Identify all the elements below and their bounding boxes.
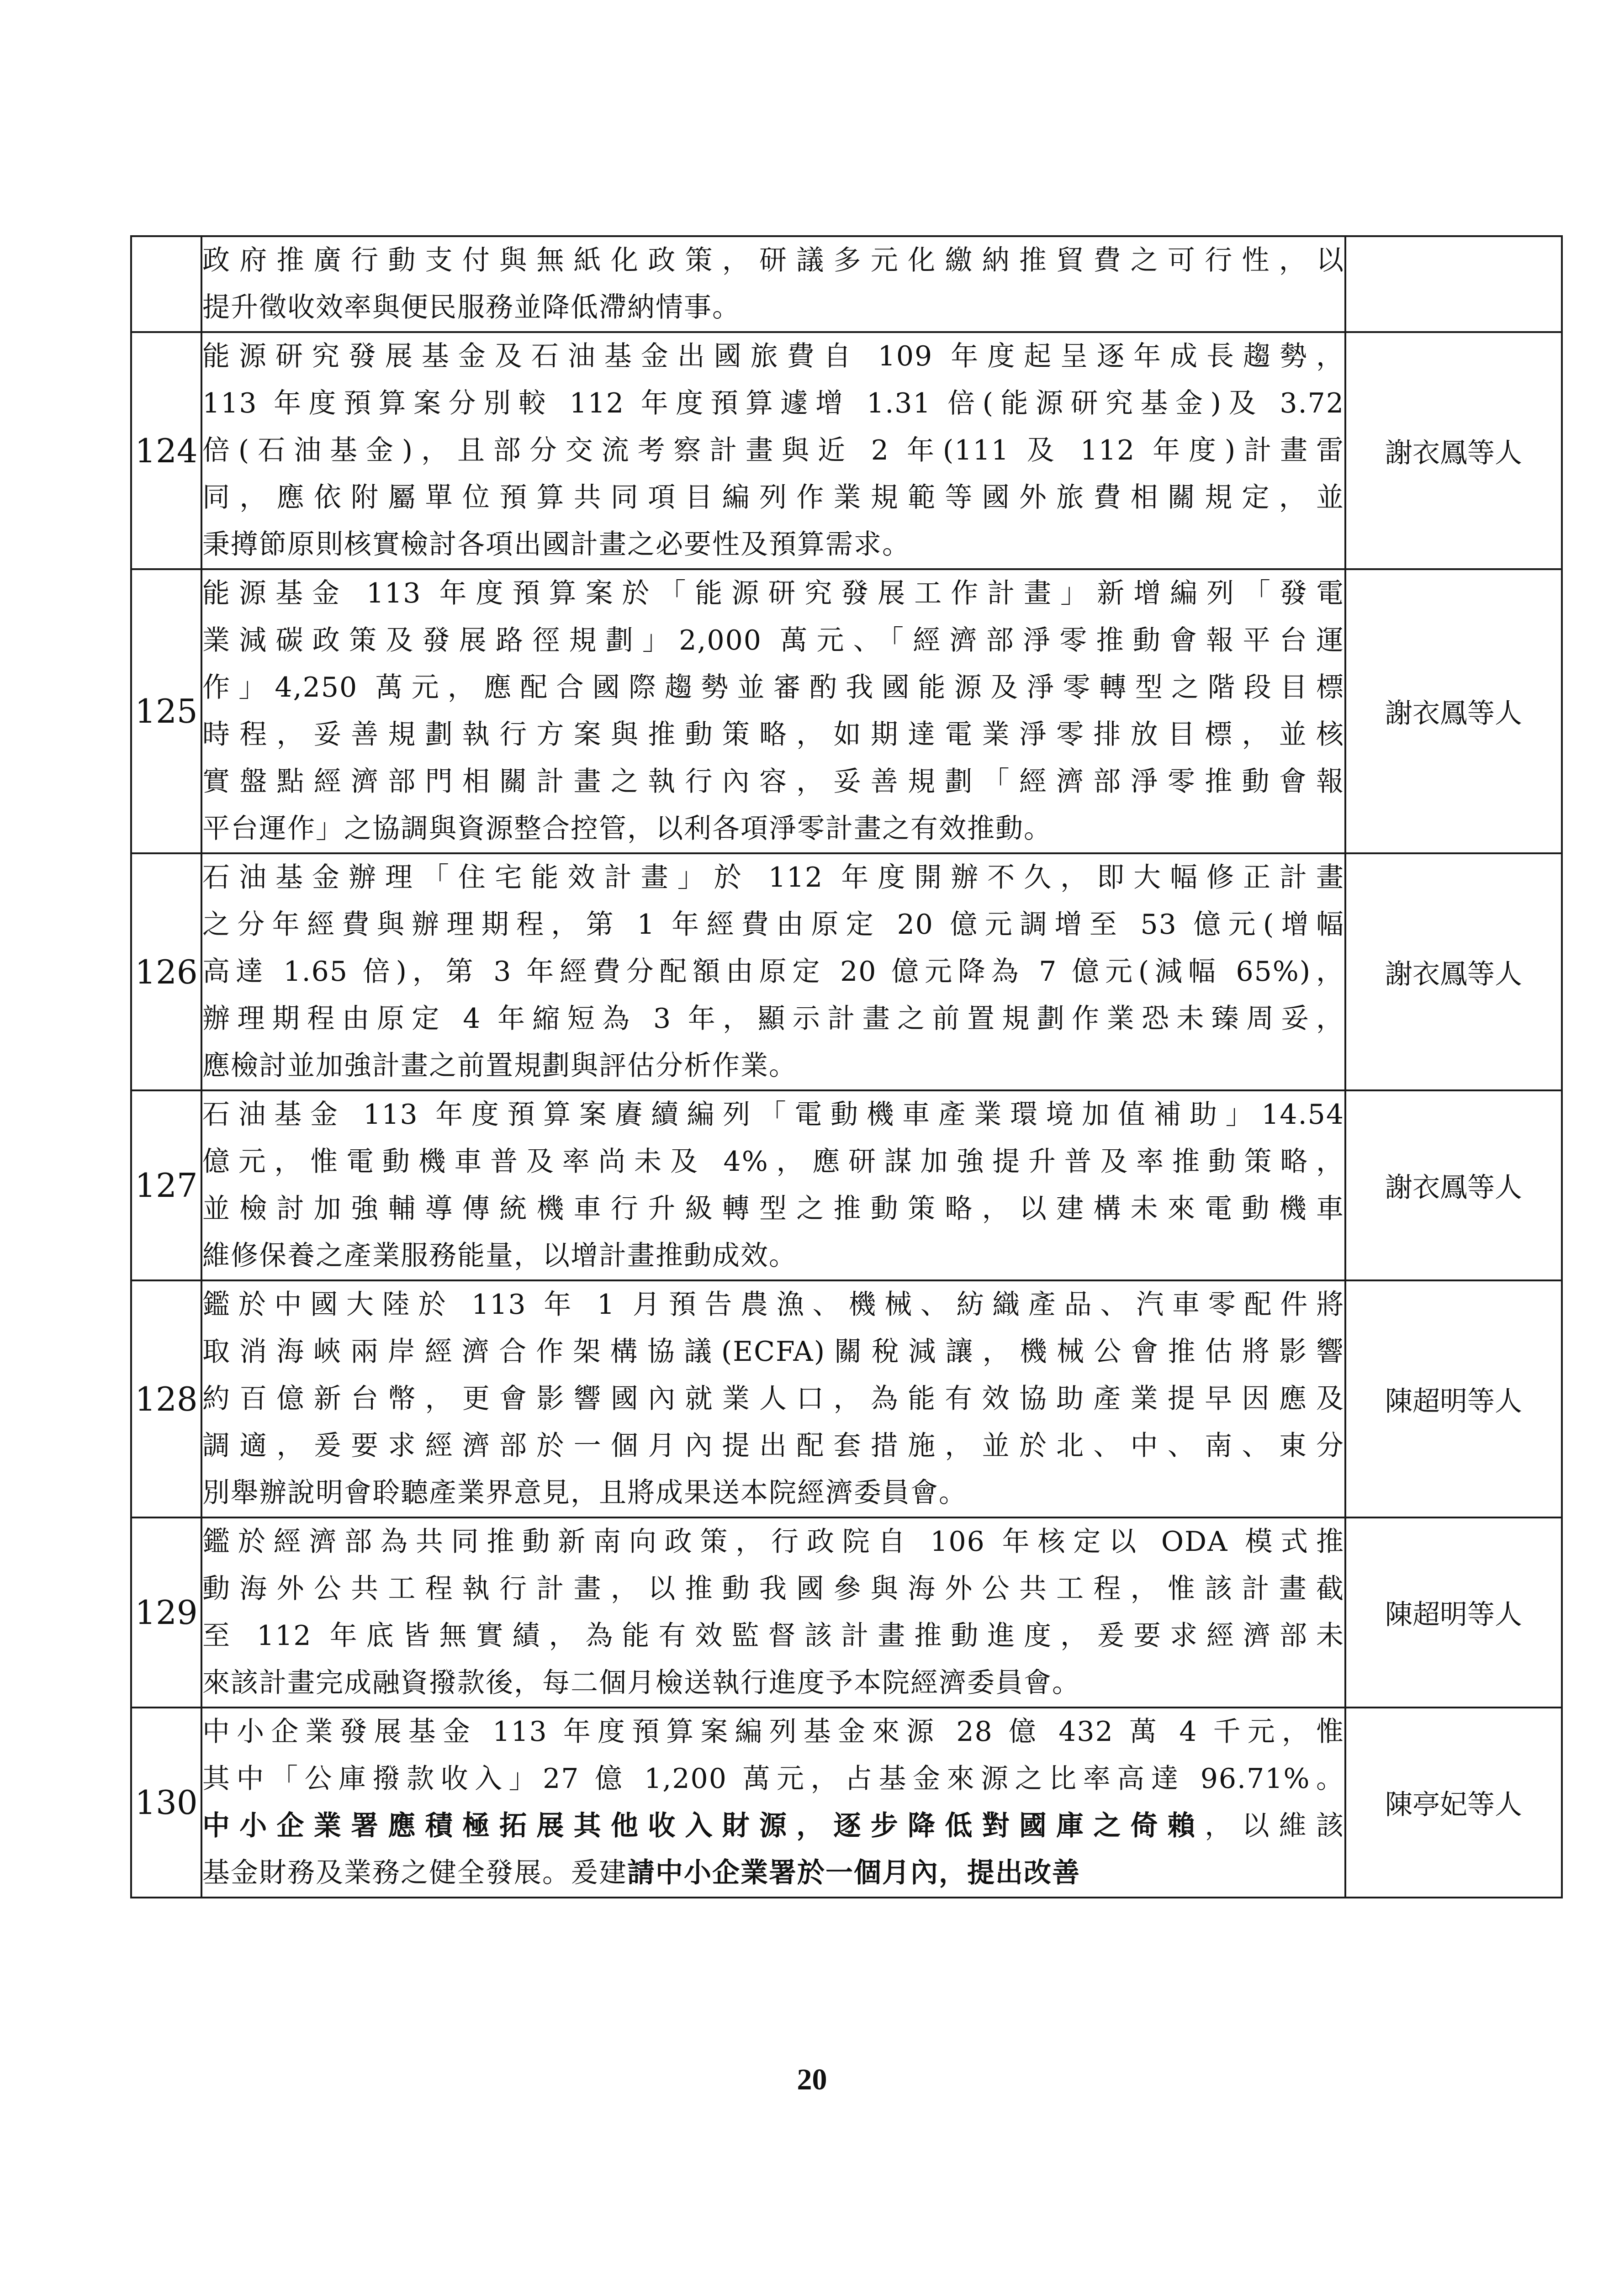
motion-text-line [202,333,1344,380]
motion-text: 維修保養之產業服務能量，以增計畫推動成效。 [202,1240,797,1272]
motion-row [131,1280,1562,1517]
motion-text-line [202,1803,1344,1850]
motion-sponsor: 謝衣鳳等人 [1345,1090,1562,1280]
motion-text-line [202,1138,1344,1185]
motion-text-line [202,1232,1344,1279]
motion-text-line [202,474,1344,521]
motion-text: 約百億新台幣，更會影響國內就業人口，為能有效協助產業提早因應及 [202,1383,1344,1415]
motion-sponsor: 謝衣鳳等人 [1345,853,1562,1090]
motion-text: 基金財務及業務之健全發展。爰建 [202,1857,627,1889]
motion-text: 鑑於經濟部為共同推動新南向政策，行政院自 106 年核定以 ODA 模式推 [202,1526,1344,1558]
motion-text-line [202,758,1344,805]
motion-content [201,1280,1345,1517]
motions-table [130,235,1563,1898]
motion-text: 中小企業發展基金 113 年度預算案編列基金來源 28 億 432 萬 4 千元，惟 [202,1716,1344,1748]
motion-row [131,569,1562,853]
motion-text: 取消海峽兩岸經濟合作架構協議(ECFA)關稅減讓，機械公會推估將影響 [202,1336,1344,1368]
motion-text-line [202,380,1344,427]
motion-text-line [202,1755,1344,1803]
motion-text: 平台運作」之協調與資源整合控管，以利各項淨零計畫之有效推動。 [202,813,1052,845]
motion-text-line [202,995,1344,1042]
motion-text: 倍(石油基金)，且部分交流考察計畫與近 2 年(111 及 112 年度)計畫雷 [202,434,1344,466]
motion-sponsor: 陳超明等人 [1345,1517,1562,1708]
motion-text-line [202,1708,1344,1755]
motion-content [201,853,1345,1090]
motion-text: 高達 1.65 倍)，第 3 年經費分配額由原定 20 億元降為 7 億元(減幅 65%)， [202,956,1344,988]
motion-text-line [202,664,1344,711]
motion-text: 時程，妥善規劃執行方案與推動策略，如期達電業淨零排放目標，並核 [202,719,1344,751]
motion-sponsor: 陳超明等人 [1345,1280,1562,1517]
motion-text: 能源基金 113 年度預算案於「能源研究發展工作計畫」新增編列「發電 [202,577,1344,609]
motion-number [131,236,201,332]
motion-row [131,1517,1562,1708]
motion-text: 來該計畫完成融資撥款後，每二個月檢送執行進度予本院經濟委員會。 [202,1667,1080,1699]
motion-text: 實盤點經濟部門相關計畫之執行內容，妥善規劃「經濟部淨零推動會報 [202,766,1344,798]
motion-text-line [202,948,1344,995]
motion-text: 提升徵收效率與便民服務並降低滯納情事。 [202,291,741,323]
motion-text-line [202,711,1344,758]
motion-row [131,853,1562,1090]
motion-text-line [202,570,1344,617]
motion-text-line [202,1850,1344,1897]
motion-content [201,1517,1345,1708]
motion-sponsor: 陳亭妃等人 [1345,1708,1562,1898]
motion-content [201,1708,1345,1898]
motion-text: 同，應依附屬單位預算共同項目編列作業規範等國外旅費相關規定，並 [202,481,1344,513]
motion-content [201,1090,1345,1280]
motion-text-line [202,805,1344,852]
motion-row [131,1090,1562,1280]
motion-text: 動海外公共工程執行計畫，以推動我國參與海外公共工程，惟該計畫截 [202,1573,1344,1605]
motion-text: 至 112 年底皆無實績，為能有效監督該計畫推動進度，爰要求經濟部未 [202,1620,1344,1652]
motion-number: 127 [131,1090,201,1280]
motion-text-line [202,1185,1344,1232]
motion-number: 125 [131,569,201,853]
motion-text: 113 年度預算案分別較 112 年度預算遽增 1.31 倍(能源研究基金)及 3.72 [202,387,1344,419]
motion-text-line [202,1375,1344,1422]
motion-row [131,1708,1562,1898]
motion-text-line [202,854,1344,901]
motion-row [131,332,1562,569]
motion-text: 能源研究發展基金及石油基金出國旅費自 109 年度起呈逐年成長趨勢， [202,340,1344,372]
motion-row [131,236,1562,332]
motion-number: 124 [131,332,201,569]
motion-text-line [202,1281,1344,1328]
motion-number: 128 [131,1280,201,1517]
emphasized-text: 中小企業署應積極拓展其他收入財源，逐步降低對國庫之倚賴 [202,1810,1205,1842]
motion-text: 辦理期程由原定 4 年縮短為 3 年，顯示計畫之前置規劃作業恐未臻周妥， [202,1003,1344,1035]
motion-text: 作」4,250 萬元，應配合國際趨勢並審酌我國能源及淨零轉型之階段目標 [202,671,1344,703]
motion-text-line [202,1518,1344,1565]
motion-text: 秉撙節原則核實檢討各項出國計畫之必要性及預算需求。 [202,529,910,560]
motion-text-line [202,427,1344,474]
motion-text-line [202,1660,1344,1707]
motion-content [201,332,1345,569]
motion-text: 其中「公庫撥款收入」27 億 1,200 萬元，占基金來源之比率高達 96.71%。 [202,1763,1344,1795]
motion-text-line [202,901,1344,948]
motion-text-line [202,1613,1344,1660]
motion-text: 調適，爰要求經濟部於一個月內提出配套措施，並於北、中、南、東分 [202,1430,1344,1462]
motion-number: 130 [131,1708,201,1898]
motion-text: 石油基金辦理「住宅能效計畫」於 112 年度開辦不久，即大幅修正計畫 [202,862,1344,894]
motion-content [201,569,1345,853]
motion-content [201,236,1345,332]
motion-text: ，以維該 [1205,1810,1344,1842]
motion-text: 鑑於中國大陸於 113 年 1 月預告農漁、機械、紡織產品、汽車零配件將 [202,1289,1344,1321]
motion-text: 別舉辦說明會聆聽產業界意見，且將成果送本院經濟委員會。 [202,1477,967,1509]
motion-text-line [202,1091,1344,1138]
motion-text-line [202,237,1344,284]
motion-text: 並檢討加強輔導傳統機車行升級轉型之推動策略，以建構未來電動機車 [202,1193,1344,1225]
motion-sponsor: 謝衣鳳等人 [1345,332,1562,569]
motion-text: 之分年經費與辦理期程，第 1 年經費由原定 20 億元調增至 53 億元(增幅 [202,909,1344,941]
motion-text-line [202,521,1344,568]
motion-text-line [202,284,1344,331]
motion-number: 126 [131,853,201,1090]
emphasized-text: 請中小企業署於一個月內，提出改善 [627,1857,1080,1889]
motion-text: 政府推廣行動支付與無紙化政策，研議多元化繳納推貿費之可行性，以 [202,244,1344,276]
motion-text-line [202,1422,1344,1470]
motion-text-line [202,1042,1344,1089]
page-number: 20 [797,2063,827,2096]
motion-text: 應檢討並加強計畫之前置規劃與評估分析作業。 [202,1050,797,1082]
motion-text: 石油基金 113 年度預算案賡續編列「電動機車產業環境加值補助」14.54 [202,1099,1344,1131]
motion-sponsor: 謝衣鳳等人 [1345,569,1562,853]
motion-text-line [202,1328,1344,1375]
motion-text-line [202,617,1344,664]
motion-sponsor [1345,236,1562,332]
motion-text: 業減碳政策及發展路徑規劃」2,000 萬元、「經濟部淨零推動會報平台運 [202,624,1344,656]
motion-number: 129 [131,1517,201,1708]
motion-text-line [202,1470,1344,1517]
motion-text: 億元，惟電動機車普及率尚未及 4%，應研謀加強提升普及率推動策略， [202,1146,1344,1178]
motions-table-body [131,236,1562,1898]
motion-text-line [202,1565,1344,1613]
